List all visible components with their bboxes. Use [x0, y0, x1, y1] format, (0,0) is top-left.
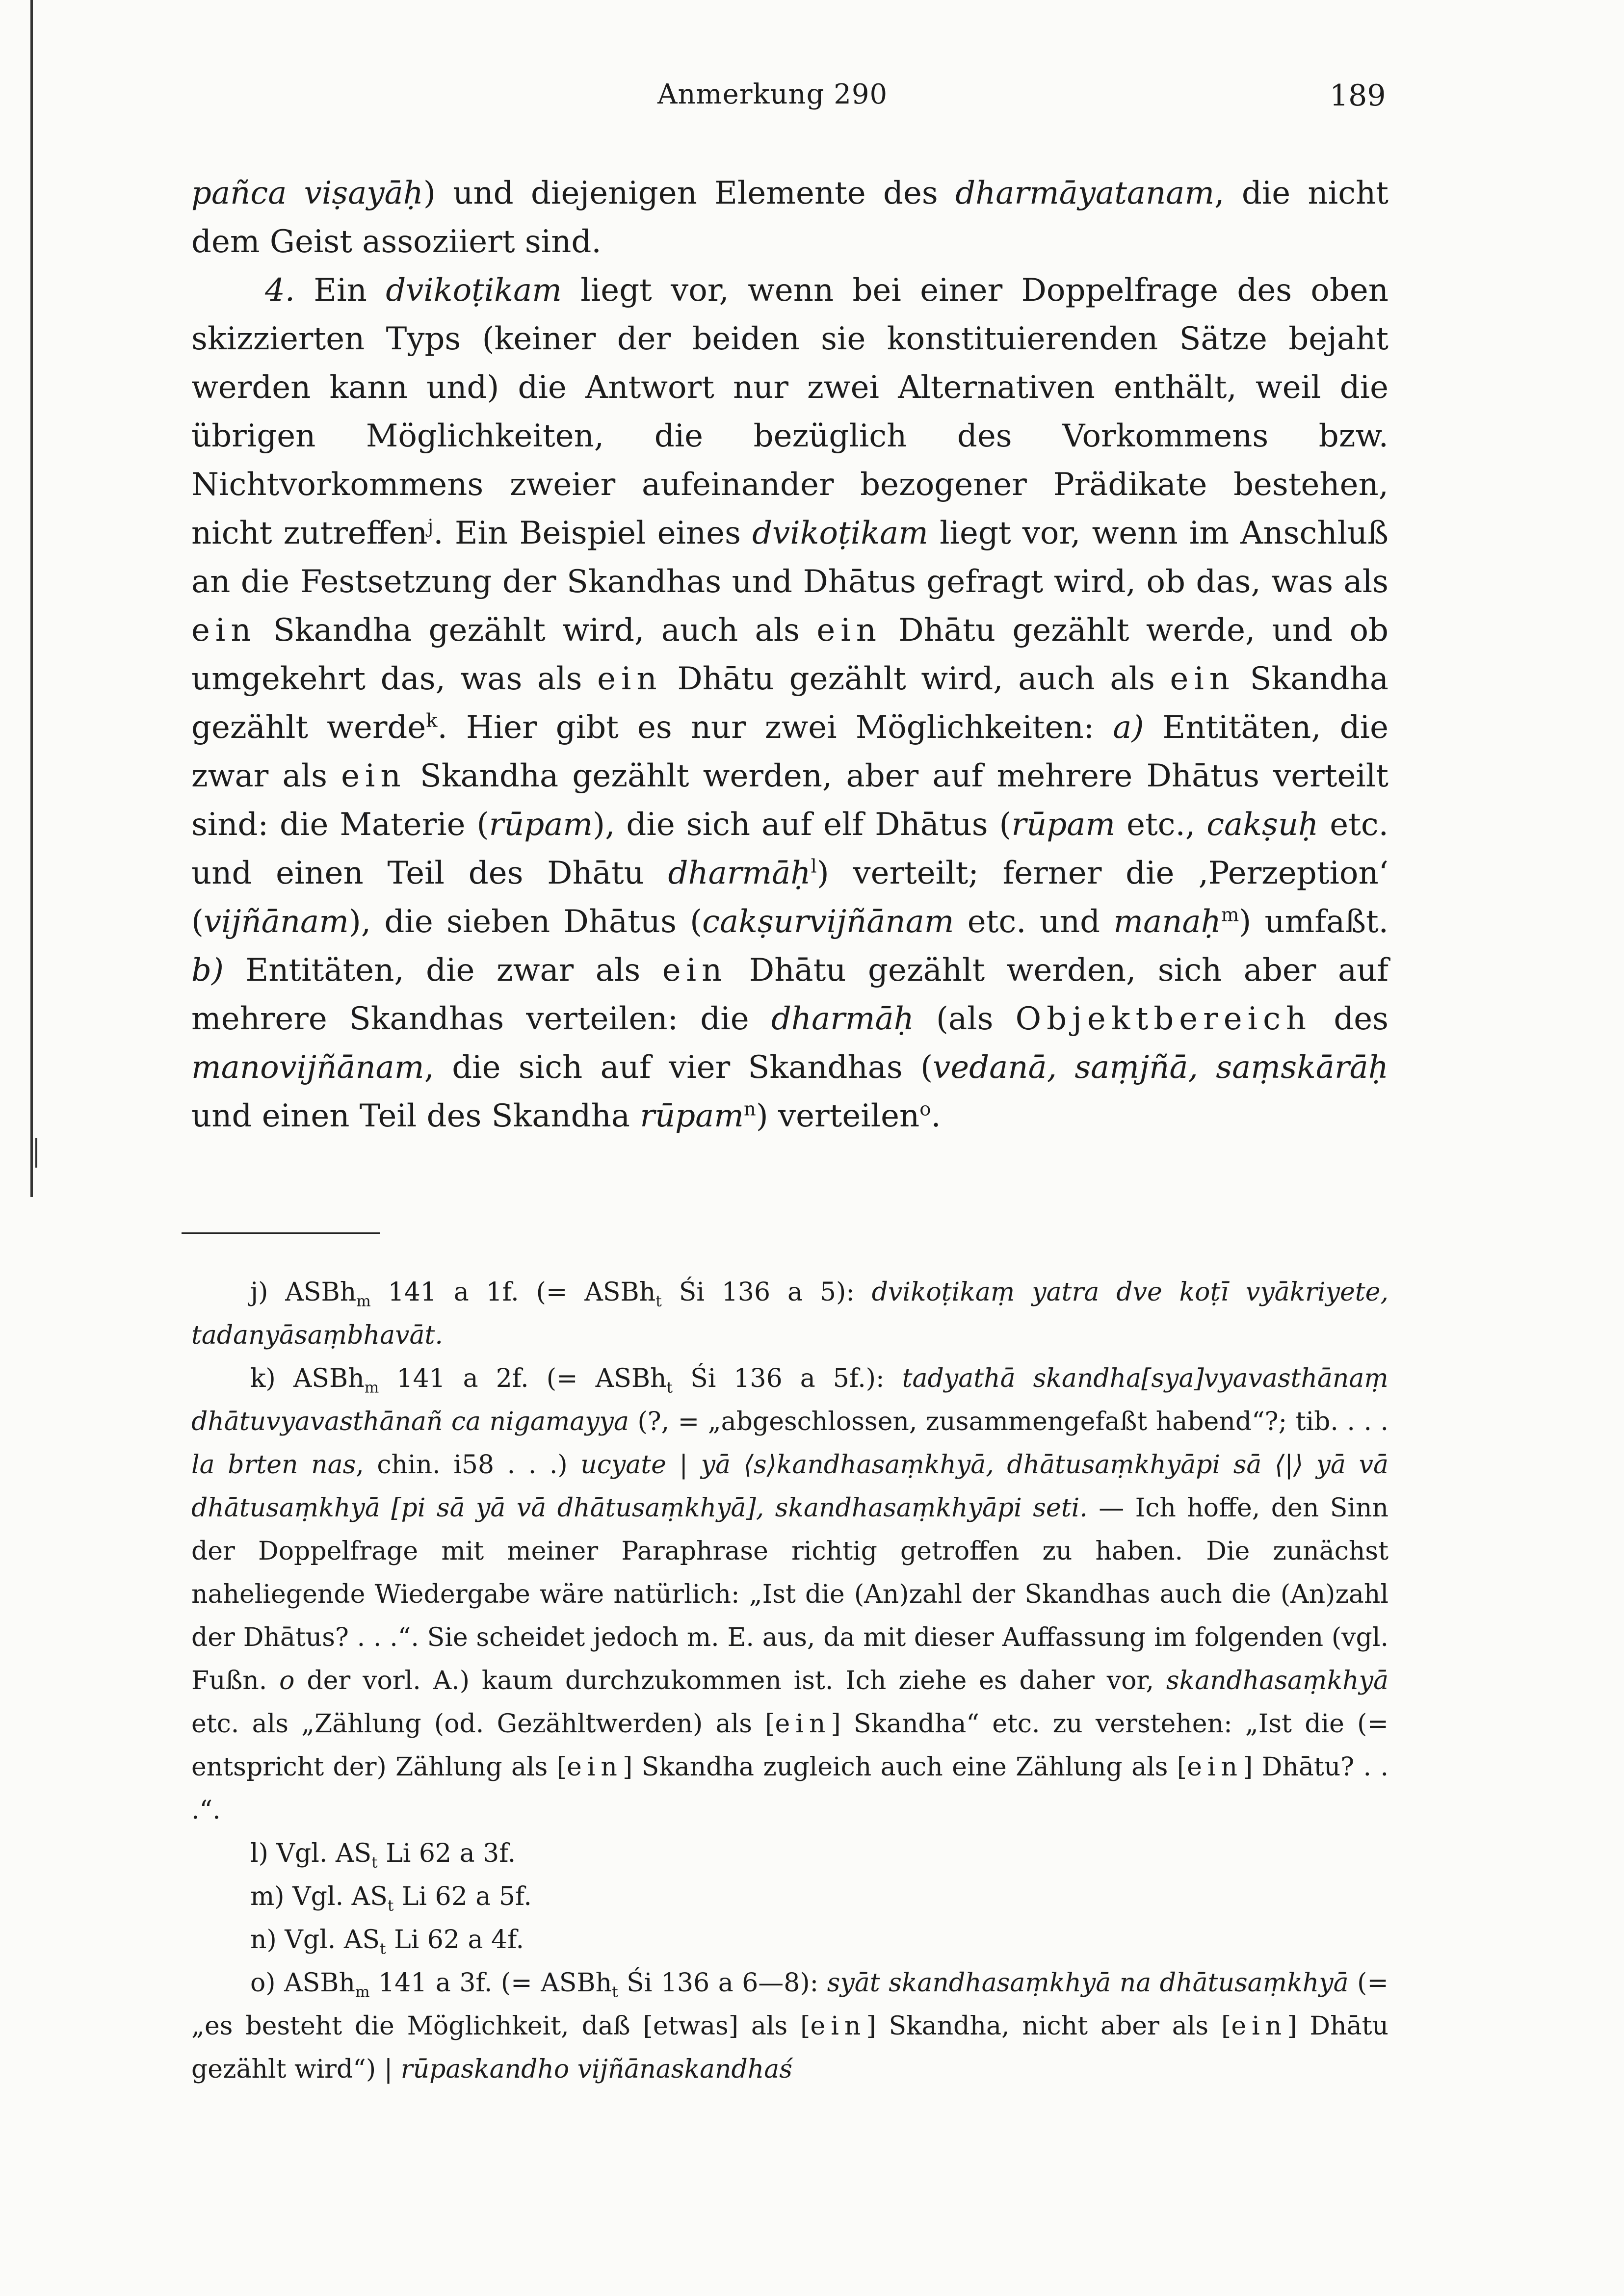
page-number: 189: [1330, 78, 1386, 113]
footnote-ref-n[interactable]: n: [743, 1098, 756, 1121]
footnote-ref-k[interactable]: k: [426, 709, 438, 732]
main-text: [191, 169, 1388, 1141]
footnote-k: k) ASBh$_m$ 141 a 2f. (= ASBh$_t$ Śi 136 a 5f.): tadyathā skandha[sya]vyavasthānaṃ dhātuvyavasthānañ ca nigamayya (?, = „abgeschlossen, zusammengefaßt habend“?; tib. . . . la brten nas, chin. i58 . . .) ucyate | yā ⟨s⟩kandhasaṃkhyā, dhātusaṃkhyāpi sā ⟨|⟩ yā vā dhātusaṃkhyā [pi sā yā vā dhātusaṃkhyā], skandhasaṃkhyāpi seti. — Ich hoffe, den Sinn der Doppelfrage mit meiner Paraphrase richtig getroffen zu haben. Die zunächst naheliegende Wiedergabe wäre natürlich: „Ist die (An)zahl der Skandhas auch die (An)zahl der Dhātus? . . .“. Sie scheidet jedoch m. E. aus, da mit dieser Auffassung im folgenden (vgl. Fußn. o der vorl. A.) kaum durchzukommen ist. Ich ziehe es daher vor, skandhasaṃkhyā etc. als „Zählung (od. Gezähltwerden) als [ein] Skandha“ etc. zu verstehen: „Ist die (= entspricht der) Zählung als [ein] Skandha zugleich auch eine Zählung als [ein] Dhātu? . . .“.: [191, 1364, 1389, 1825]
footnote-ref-j[interactable]: j: [427, 515, 434, 538]
paragraph-1: pañca viṣayāḥ) und diejenigen Elemente des dharmāyatanam, die nicht dem Geist assoziiert sind.: [191, 175, 1389, 260]
running-header: Anmerkung 290: [657, 78, 888, 110]
footnote-o: o) ASBh$_m$ 141 a 3f. (= ASBh$_t$ Śi 136 a 6—8): syāt skandhasaṃkhyā na dhātusaṃkhyā (= „es besteht die Möglichkeit, daß [etwas] als [ein] Skandha, nicht aber als [ein] Dhātu gezählt wird“) | rūpaskandho vijñānaskandhaś: [191, 1968, 1388, 2084]
footnote-ref-m[interactable]: m: [1221, 904, 1239, 926]
footnote-ref-l[interactable]: l: [811, 855, 817, 878]
footnotes: [191, 1271, 1388, 2091]
footnote-m: m) Vgl. $AS_t$ Li 62 a 5f.: [250, 1882, 532, 1915]
margin-rule: [30, 0, 33, 1197]
chinese-character-ref: i58: [453, 1450, 495, 1480]
footnote-l: l) Vgl. $AS_t$ Li 62 a 3f.: [250, 1839, 516, 1872]
footnote-j: j) ASBh$_m$ 141 a 1f. (= ASBh$_t$ Śi 136 a 5): dvikoṭikaṃ yatra dve koṭī vyākriyete, tadanyāsaṃbhavāt.: [191, 1278, 1388, 1350]
footnote-ref-o[interactable]: o: [919, 1098, 931, 1121]
margin-tick: [35, 1138, 37, 1168]
footnote-n: n) Vgl. $AS_t$ Li 62 a 4f.: [250, 1925, 524, 1958]
paragraph-2: 4. Ein dvikoṭikam liegt vor, wenn bei einer Doppelfrage des oben skizzierten Typs (keiner der beiden sie konstituierenden Sätze bejaht werden kann und) die Antwort nur zwei Alternativen enthält, weil die übrigen Möglichkeiten, die bezüglich des Vorkommens bzw. Nichtvorkommens zweier aufeinander bezogener Prädikate bestehen, nicht zutreffen$^j$. Ein Beispiel eines dvikoṭikam liegt vor, wenn im Anschluß an die Festsetzung der Skandhas und Dhātus gefragt wird, ob das, was als ein Skandha gezählt wird, auch als ein Dhātu gezählt werde, und ob umgekehrt das, was als ein Dhātu gezählt wird, auch als ein Skandha gezählt werde$^k$. Hier gibt es nur zwei Möglichkeiten: a) Entitäten, die zwar als ein Skandha gezählt werden, aber auf mehrere Dhātus verteilt sind: die Materie (rūpam), die sich auf elf Dhātus (rūpam etc., cakṣuḥ etc. und einen Teil des Dhātu dharmāḥ$^l$) verteilt; ferner die ‚Perzeption‘ (vijñānam), die sieben Dhātus (cakṣurvijñānam etc. und manaḥ$^m$) umfaßt. b) Entitäten, die zwar als ein Dhātu gezählt werden, sich aber auf mehrere Skandhas verteilen: die dharmāḥ (als Objektbereich des manovijñānam, die sich auf vier Skandhas (vedanā, saṃjñā, saṃskārāḥ und einen Teil des Skandha rūpam$^n$) verteilen$^o$.: [191, 272, 1389, 1134]
footnote-separator: [182, 1232, 380, 1234]
